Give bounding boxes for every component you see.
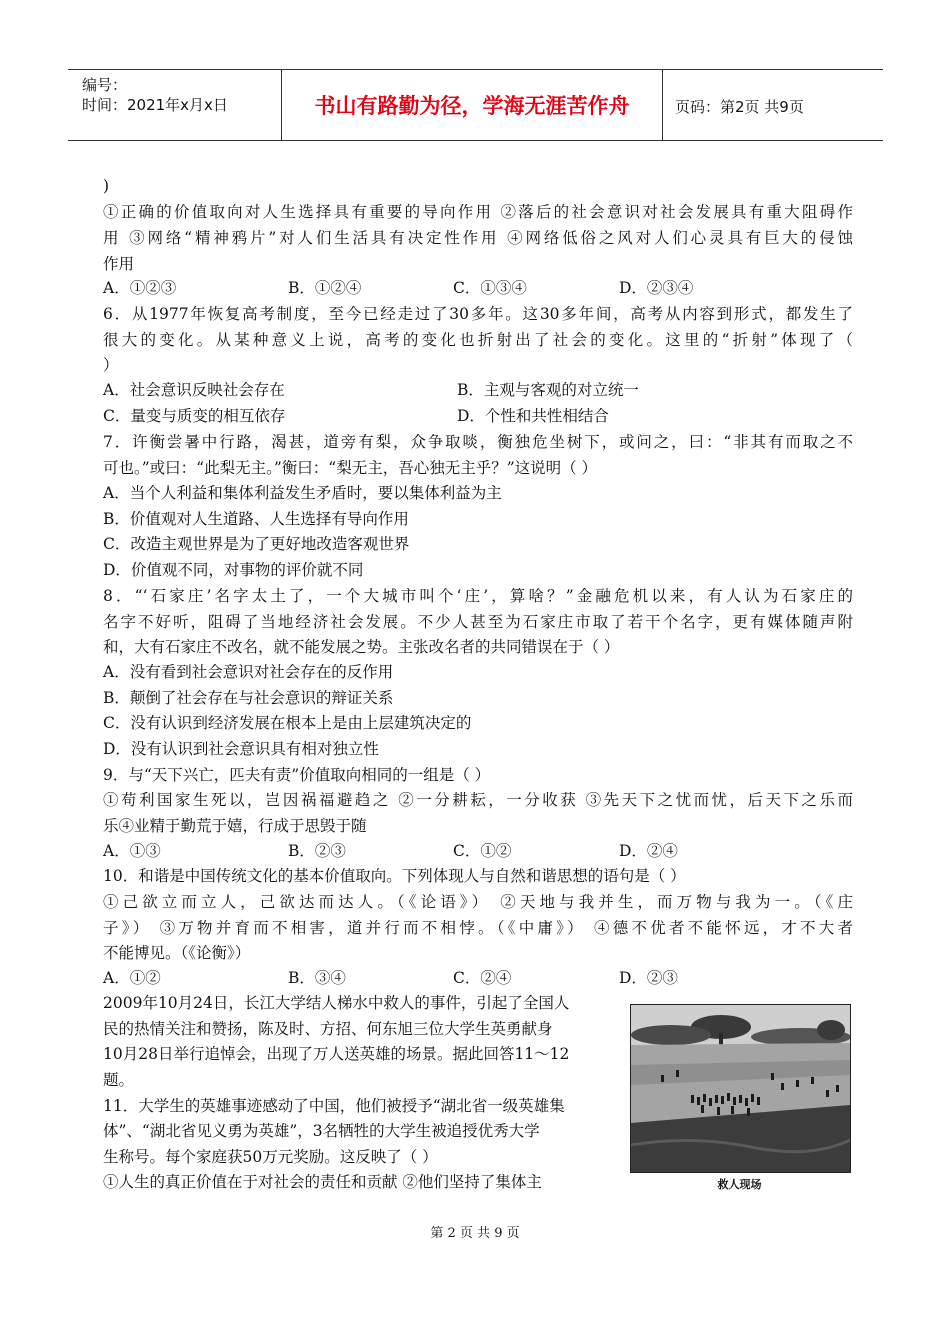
text-line: 生称号。每个家庭获50万元奖励。这反映了（ ） [103,1148,438,1166]
text-line: 可也。”或曰：“此梨无主。”衡曰：“梨无主，吾心独无主乎？”这说明（ ） [103,459,598,477]
text-line: 用 ③网络“精神鸦片”对人们生活具有决定性作用 ④网络低俗之风对人们心灵具有巨大的侵蚀 [103,229,853,247]
text-line: 子》） ③万物并育而不相害，道并行而不相悖。（《中庸》） ④德不优者不能怀远，才不大者 [103,919,853,937]
text-line: 2009年10月24日，长江大学结人梯水中救人的事件，引起了全国人 [103,994,570,1012]
header-page-number: 页码：第2页 共9页 [675,98,804,116]
option-q6-d: D．个性和共性相结合 [457,407,609,425]
option-q5-b: B．①②④ [288,279,362,297]
option-q5-c: C．①③④ [453,279,527,297]
text-line: ①苟利国家生死以，岂因祸福避趋之 ②一分耕耘，一分收获 ③先天下之忧而忧，后天下之乐而 [103,791,853,809]
text-line: ①己欲立而立人，己欲达而达人。（《论语》） ②天地与我并生，而万物与我为一。（《庄 [103,893,853,911]
option-q5-a: A．①②③ [103,279,177,297]
text-line: ①人生的真正价值在于对社会的责任和贡献 ②他们坚持了集体主 [103,1173,542,1191]
option-q10-b: B．③④ [288,969,346,987]
header-page-cell [663,70,883,140]
text-line: ) [103,177,110,195]
text-line: 作用 [103,255,135,273]
option-q9-b: B．②③ [288,842,346,860]
header-date: 时间：2021年x月x日 [82,96,228,114]
text-line: ） [103,356,119,374]
text-line: B．颠倒了社会存在与社会意识的辩证关系 [103,689,394,707]
header-motto-cell [282,70,663,140]
text-line: 和，大有石家庄不改名，就不能发展之势。主张改名者的共同错误在于（ ） [103,638,620,656]
text-line: C．没有认识到经济发展在根本上是由上层建筑决定的 [103,714,472,732]
option-q9-c: C．①② [453,842,512,860]
text-line: D．没有认识到社会意识具有相对独立性 [103,740,379,758]
text-line: 10．和谐是中国传统文化的基本价值取向。下列体现人与自然和谐思想的语句是（ ） [103,867,686,885]
text-line: 题。 [103,1071,135,1089]
option-q10-d: D．②③ [619,969,678,987]
text-line: 10月28日举行追悼会，出现了万人送英雄的场景。据此回答11～12 [103,1045,570,1063]
text-line: 乐④业精于勤荒于嬉，行成于思毁于随 [103,817,367,835]
photo-caption: 救人现场 [717,1178,762,1191]
text-line: 8．“‘石家庄’名字太土了，一个大城市叫个‘庄’，算啥？”金融危机以来，有人认为石家庄的 [103,587,853,605]
text-line: A．没有看到社会意识对社会存在的反作用 [103,663,394,681]
option-q6-b: B．主观与客观的对立统一 [457,381,639,399]
option-q9-a: A．①③ [103,842,161,860]
text-line: C．改造主观世界是为了更好地改造客观世界 [103,535,410,553]
text-line: 很大的变化。从某种意义上说，高考的变化也折射出了社会的变化。这里的“折射”体现了（ [103,331,853,349]
text-line: 9．与“天下兴亡，匹夫有责”价值取向相同的一组是（ ） [103,766,491,784]
option-q6-c: C．量变与质变的相互依存 [103,407,286,425]
text-line: 民的热情关注和赞扬，陈及时、方招、何东旭三位大学生英勇献身 [103,1020,553,1038]
text-line: 体”、“湖北省见义勇为英雄”，3名牺牲的大学生被追授优秀大学 [103,1122,540,1140]
rescue-scene-photo [630,1004,851,1173]
text-line: 7．许衡尝暑中行路，渴甚，道旁有梨，众争取啖，衡独危坐树下，或问之，曰：“非其有而取之不 [103,433,853,451]
serial-number: 编号： [82,76,128,94]
text-line: ①正确的价值取向对人生选择具有重要的导向作用 ②落后的社会意识对社会发展具有重大阻碍作 [103,203,853,221]
header-motto: 书山有路勤为径，学海无涯苦作舟 [314,94,630,118]
page-header [68,69,883,141]
rescue-scene-illustration [631,1005,850,1172]
text-line: 11．大学生的英雄事迹感动了中国，他们被授予“湖北省一级英雄集 [103,1097,565,1115]
text-line: 6．从1977年恢复高考制度，至今已经走过了30多年。这30多年间，高考从内容到形式，都发生了 [103,305,853,323]
option-q10-a: A．①② [103,969,161,987]
option-q5-d: D．②③④ [619,279,694,297]
text-line: 不能博见。（《论衡》） [103,944,251,962]
option-q9-d: D．②④ [619,842,678,860]
text-line: 名字不好听，阻碍了当地经济社会发展。不少人甚至为石家庄市取了若干个名字，更有媒体随声附 [103,613,853,631]
option-q10-c: C．②④ [453,969,512,987]
text-line: D．价值观不同，对事物的评价就不同 [103,561,364,579]
text-line: B．价值观对人生道路、人生选择有导向作用 [103,510,409,528]
header-meta [68,70,282,140]
text-line: A．当个人利益和集体利益发生矛盾时，要以集体利益为主 [103,484,502,502]
option-q6-a: A．社会意识反映社会存在 [103,381,285,399]
page-footer: 第 2 页 共 9 页 [430,1226,520,1241]
